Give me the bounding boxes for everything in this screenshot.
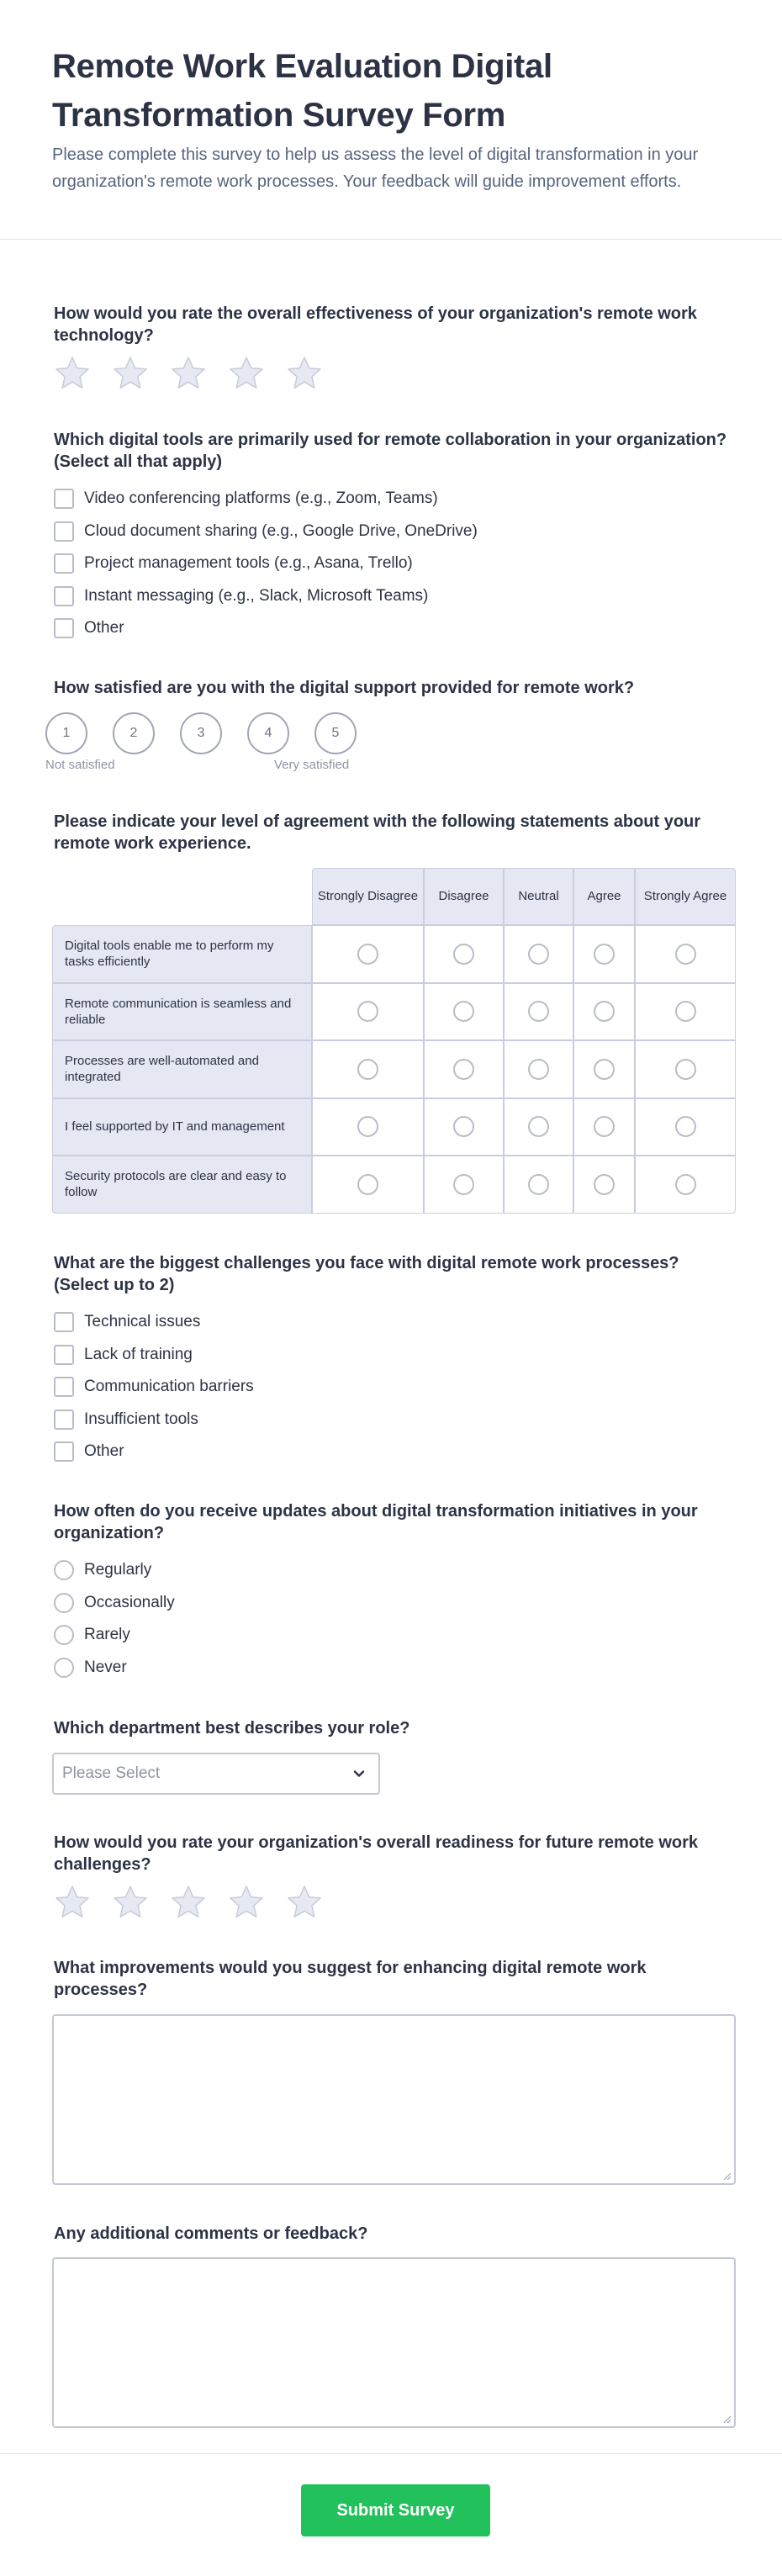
star-icon[interactable] xyxy=(286,355,344,392)
matrix-cell[interactable] xyxy=(573,983,635,1041)
matrix-radio[interactable] xyxy=(675,944,696,965)
scale-option-1[interactable]: 1 xyxy=(45,712,87,754)
radio-group xyxy=(54,1554,735,1684)
matrix-radio[interactable] xyxy=(357,944,378,965)
matrix-radio[interactable] xyxy=(357,1116,378,1137)
checkbox-option[interactable] xyxy=(54,1371,735,1404)
matrix-row xyxy=(52,1040,736,1098)
star-icon[interactable] xyxy=(112,355,170,392)
matrix-cell[interactable] xyxy=(635,983,736,1041)
matrix-radio[interactable] xyxy=(453,944,474,965)
matrix-cell[interactable] xyxy=(312,925,424,983)
resize-grip-icon[interactable] xyxy=(721,2414,732,2424)
matrix-cell[interactable] xyxy=(573,1098,635,1156)
matrix-radio[interactable] xyxy=(528,1116,549,1137)
matrix-radio[interactable] xyxy=(675,1059,696,1080)
matrix-cell[interactable] xyxy=(635,1156,736,1214)
question-additional-comments xyxy=(54,2223,735,2245)
option-label: Occasionally xyxy=(84,1593,175,1611)
submit-button[interactable]: Submit Survey xyxy=(301,2484,490,2536)
matrix-row-label: Digital tools enable me to perform my tasks efficiently xyxy=(52,925,312,983)
scale-low-label: Not satisfied xyxy=(45,758,115,772)
matrix-cell[interactable] xyxy=(424,1156,504,1214)
matrix-radio[interactable] xyxy=(357,1001,378,1022)
matrix-radio[interactable] xyxy=(594,1174,615,1195)
star-rating xyxy=(54,1884,735,1921)
scale-option-4[interactable]: 4 xyxy=(247,712,289,754)
matrix-cell[interactable] xyxy=(312,983,424,1041)
matrix-radio[interactable] xyxy=(528,944,549,965)
matrix-cell[interactable] xyxy=(573,925,635,983)
matrix-radio[interactable] xyxy=(453,1001,474,1022)
checkbox-option[interactable] xyxy=(54,547,735,580)
matrix-cell[interactable] xyxy=(635,1098,736,1156)
question-department xyxy=(54,1717,735,1739)
matrix-radio[interactable] xyxy=(357,1174,378,1195)
checkbox[interactable] xyxy=(54,1312,74,1332)
question-label: Which department best describes your role? xyxy=(54,1719,410,1738)
resize-grip-icon[interactable] xyxy=(721,2171,732,2181)
matrix-radio[interactable] xyxy=(675,1001,696,1022)
form-title: Remote Work Evaluation Digital Transformation Survey Form xyxy=(52,48,552,134)
matrix-column-header: Neutral xyxy=(504,868,573,925)
matrix-cell[interactable] xyxy=(635,1040,736,1098)
matrix-radio[interactable] xyxy=(675,1174,696,1195)
option-label: Project management tools (e.g., Asana, Trello) xyxy=(84,554,413,573)
option-label: Communication barriers xyxy=(84,1378,254,1396)
radio-button[interactable] xyxy=(54,1560,74,1580)
radio-option[interactable] xyxy=(54,1619,735,1652)
question-technology-effectiveness xyxy=(54,303,735,392)
matrix-radio[interactable] xyxy=(594,944,615,965)
matrix-radio[interactable] xyxy=(675,1116,696,1137)
option-label: Instant messaging (e.g., Slack, Microsoft Teams) xyxy=(84,586,429,605)
question-label: What are the biggest challenges you face with digital remote work processes? (Select up to 2) xyxy=(54,1254,679,1294)
question-digital-tools xyxy=(54,429,735,645)
improvements-textarea[interactable] xyxy=(52,2014,736,2185)
matrix-cell[interactable] xyxy=(504,1040,573,1098)
matrix-radio[interactable] xyxy=(594,1059,615,1080)
star-rating xyxy=(54,355,735,392)
matrix-cell[interactable] xyxy=(312,1156,424,1214)
scale-option-2[interactable]: 2 xyxy=(113,712,155,754)
star-icon[interactable] xyxy=(228,1884,286,1921)
question-biggest-challenges xyxy=(54,1252,735,1468)
matrix-radio[interactable] xyxy=(453,1174,474,1195)
radio-button[interactable] xyxy=(54,1658,74,1678)
form-description: Please complete this survey to help us assess the level of digital transformation in your organization's remote work processes. Your feedback will guide improvement efforts. xyxy=(52,145,699,191)
matrix-radio[interactable] xyxy=(528,1001,549,1022)
option-label: Other xyxy=(84,619,124,637)
checkbox-group xyxy=(54,483,735,645)
checkbox-group xyxy=(54,1306,735,1468)
matrix-cell[interactable] xyxy=(635,925,736,983)
agreement-matrix xyxy=(52,868,736,1214)
radio-button[interactable] xyxy=(54,1593,74,1613)
matrix-column-header: Strongly Agree xyxy=(635,868,736,925)
checkbox-option[interactable] xyxy=(54,1339,735,1372)
matrix-radio[interactable] xyxy=(594,1116,615,1137)
checkbox-option[interactable] xyxy=(54,1404,735,1436)
footer-divider xyxy=(0,2453,782,2454)
star-icon[interactable] xyxy=(228,355,286,392)
checkbox-option[interactable] xyxy=(54,1306,735,1339)
star-icon[interactable] xyxy=(170,1884,228,1921)
question-update-frequency xyxy=(54,1500,735,1684)
matrix-row-label: Remote communication is seamless and reliable xyxy=(52,983,312,1041)
matrix-cell[interactable] xyxy=(504,925,573,983)
checkbox[interactable] xyxy=(54,1377,74,1397)
matrix-cell[interactable] xyxy=(573,1040,635,1098)
question-digital-support-satisfaction xyxy=(54,677,735,699)
option-label: Technical issues xyxy=(84,1313,201,1331)
matrix-corner xyxy=(52,868,312,925)
checkbox[interactable] xyxy=(54,489,74,509)
radio-button[interactable] xyxy=(54,1625,74,1645)
scale-high-label: Very satisfied xyxy=(274,758,350,772)
radio-option[interactable] xyxy=(54,1587,735,1620)
matrix-column-header: Disagree xyxy=(424,868,504,925)
question-improvement-suggestions xyxy=(54,1957,735,2001)
scale-option-5[interactable]: 5 xyxy=(314,712,357,754)
header-divider xyxy=(0,239,782,240)
scale-option-3[interactable]: 3 xyxy=(180,712,222,754)
star-icon[interactable] xyxy=(286,1884,344,1921)
question-label: How often do you receive updates about digital transformation initiatives in your organization? xyxy=(54,1502,698,1542)
checkbox-option[interactable] xyxy=(54,580,735,613)
matrix-radio[interactable] xyxy=(528,1059,549,1080)
form-header xyxy=(0,0,782,195)
checkbox[interactable] xyxy=(54,618,74,638)
checkbox[interactable] xyxy=(54,1441,74,1462)
radio-option[interactable] xyxy=(54,1554,735,1587)
matrix-radio[interactable] xyxy=(594,1001,615,1022)
matrix-cell[interactable] xyxy=(504,1156,573,1214)
select-placeholder: Please Select xyxy=(62,1764,161,1782)
question-label: Any additional comments or feedback? xyxy=(54,2224,368,2243)
matrix-row-label: I feel supported by IT and management xyxy=(52,1098,312,1156)
question-label: How would you rate your organization's overall readiness for future remote work challenges? xyxy=(54,1833,699,1874)
matrix-row xyxy=(52,983,736,1041)
option-label: Cloud document sharing (e.g., Google Drive, OneDrive) xyxy=(84,521,478,540)
matrix-radio[interactable] xyxy=(528,1174,549,1195)
matrix-row xyxy=(52,1156,736,1214)
checkbox[interactable] xyxy=(54,1345,74,1365)
matrix-column-header: Agree xyxy=(573,868,635,925)
checkbox[interactable] xyxy=(54,553,74,574)
question-future-readiness xyxy=(54,1832,735,1921)
matrix-cell[interactable] xyxy=(312,1040,424,1098)
option-label: Video conferencing platforms (e.g., Zoom, Teams) xyxy=(84,489,438,508)
matrix-radio[interactable] xyxy=(453,1116,474,1137)
option-label: Never xyxy=(84,1658,127,1676)
question-label: Please indicate your level of agreement with the following statements about your remote work experience. xyxy=(54,812,701,853)
star-icon[interactable] xyxy=(112,1884,170,1921)
chevron-down-icon xyxy=(351,1766,367,1781)
checkbox[interactable] xyxy=(54,1410,74,1430)
matrix-cell[interactable] xyxy=(312,1098,424,1156)
question-label: Which digital tools are primarily used for remote collaboration in your organization? (Select all that apply) xyxy=(54,431,727,471)
option-label: Insufficient tools xyxy=(84,1410,198,1428)
checkbox-option[interactable] xyxy=(54,1436,735,1468)
comments-textarea[interactable] xyxy=(52,2257,736,2428)
matrix-cell[interactable] xyxy=(424,925,504,983)
star-icon[interactable] xyxy=(54,355,112,392)
checkbox[interactable] xyxy=(54,586,74,606)
star-icon[interactable] xyxy=(170,355,228,392)
matrix-row-label: Security protocols are clear and easy to follow xyxy=(52,1156,312,1214)
satisfaction-scale xyxy=(45,712,382,776)
question-label: What improvements would you suggest for enhancing digital remote work processes? xyxy=(54,1959,647,1999)
matrix-row xyxy=(52,925,736,983)
question-label: How satisfied are you with the digital support provided for remote work? xyxy=(54,679,635,697)
matrix-row xyxy=(52,1098,736,1156)
matrix-column-header: Strongly Disagree xyxy=(312,868,424,925)
option-label: Other xyxy=(84,1442,124,1461)
matrix-cell[interactable] xyxy=(424,1098,504,1156)
checkbox-option[interactable] xyxy=(54,516,735,548)
question-agreement-matrix xyxy=(54,811,735,854)
option-label: Regularly xyxy=(84,1561,152,1579)
question-label: How would you rate the overall effectiveness of your organization's remote work technology? xyxy=(54,304,697,345)
matrix-radio[interactable] xyxy=(357,1059,378,1080)
option-label: Rarely xyxy=(84,1626,130,1644)
checkbox[interactable] xyxy=(54,521,74,542)
checkbox-option[interactable] xyxy=(54,483,735,516)
option-label: Lack of training xyxy=(84,1345,193,1363)
matrix-cell[interactable] xyxy=(424,1040,504,1098)
star-icon[interactable] xyxy=(54,1884,112,1921)
matrix-cell[interactable] xyxy=(504,983,573,1041)
radio-option[interactable] xyxy=(54,1652,735,1685)
matrix-cell[interactable] xyxy=(504,1098,573,1156)
checkbox-option[interactable] xyxy=(54,612,735,645)
matrix-row-label: Processes are well-automated and integrated xyxy=(52,1040,312,1098)
matrix-radio[interactable] xyxy=(453,1059,474,1080)
matrix-cell[interactable] xyxy=(573,1156,635,1214)
department-select[interactable] xyxy=(52,1753,380,1795)
matrix-cell[interactable] xyxy=(424,983,504,1041)
